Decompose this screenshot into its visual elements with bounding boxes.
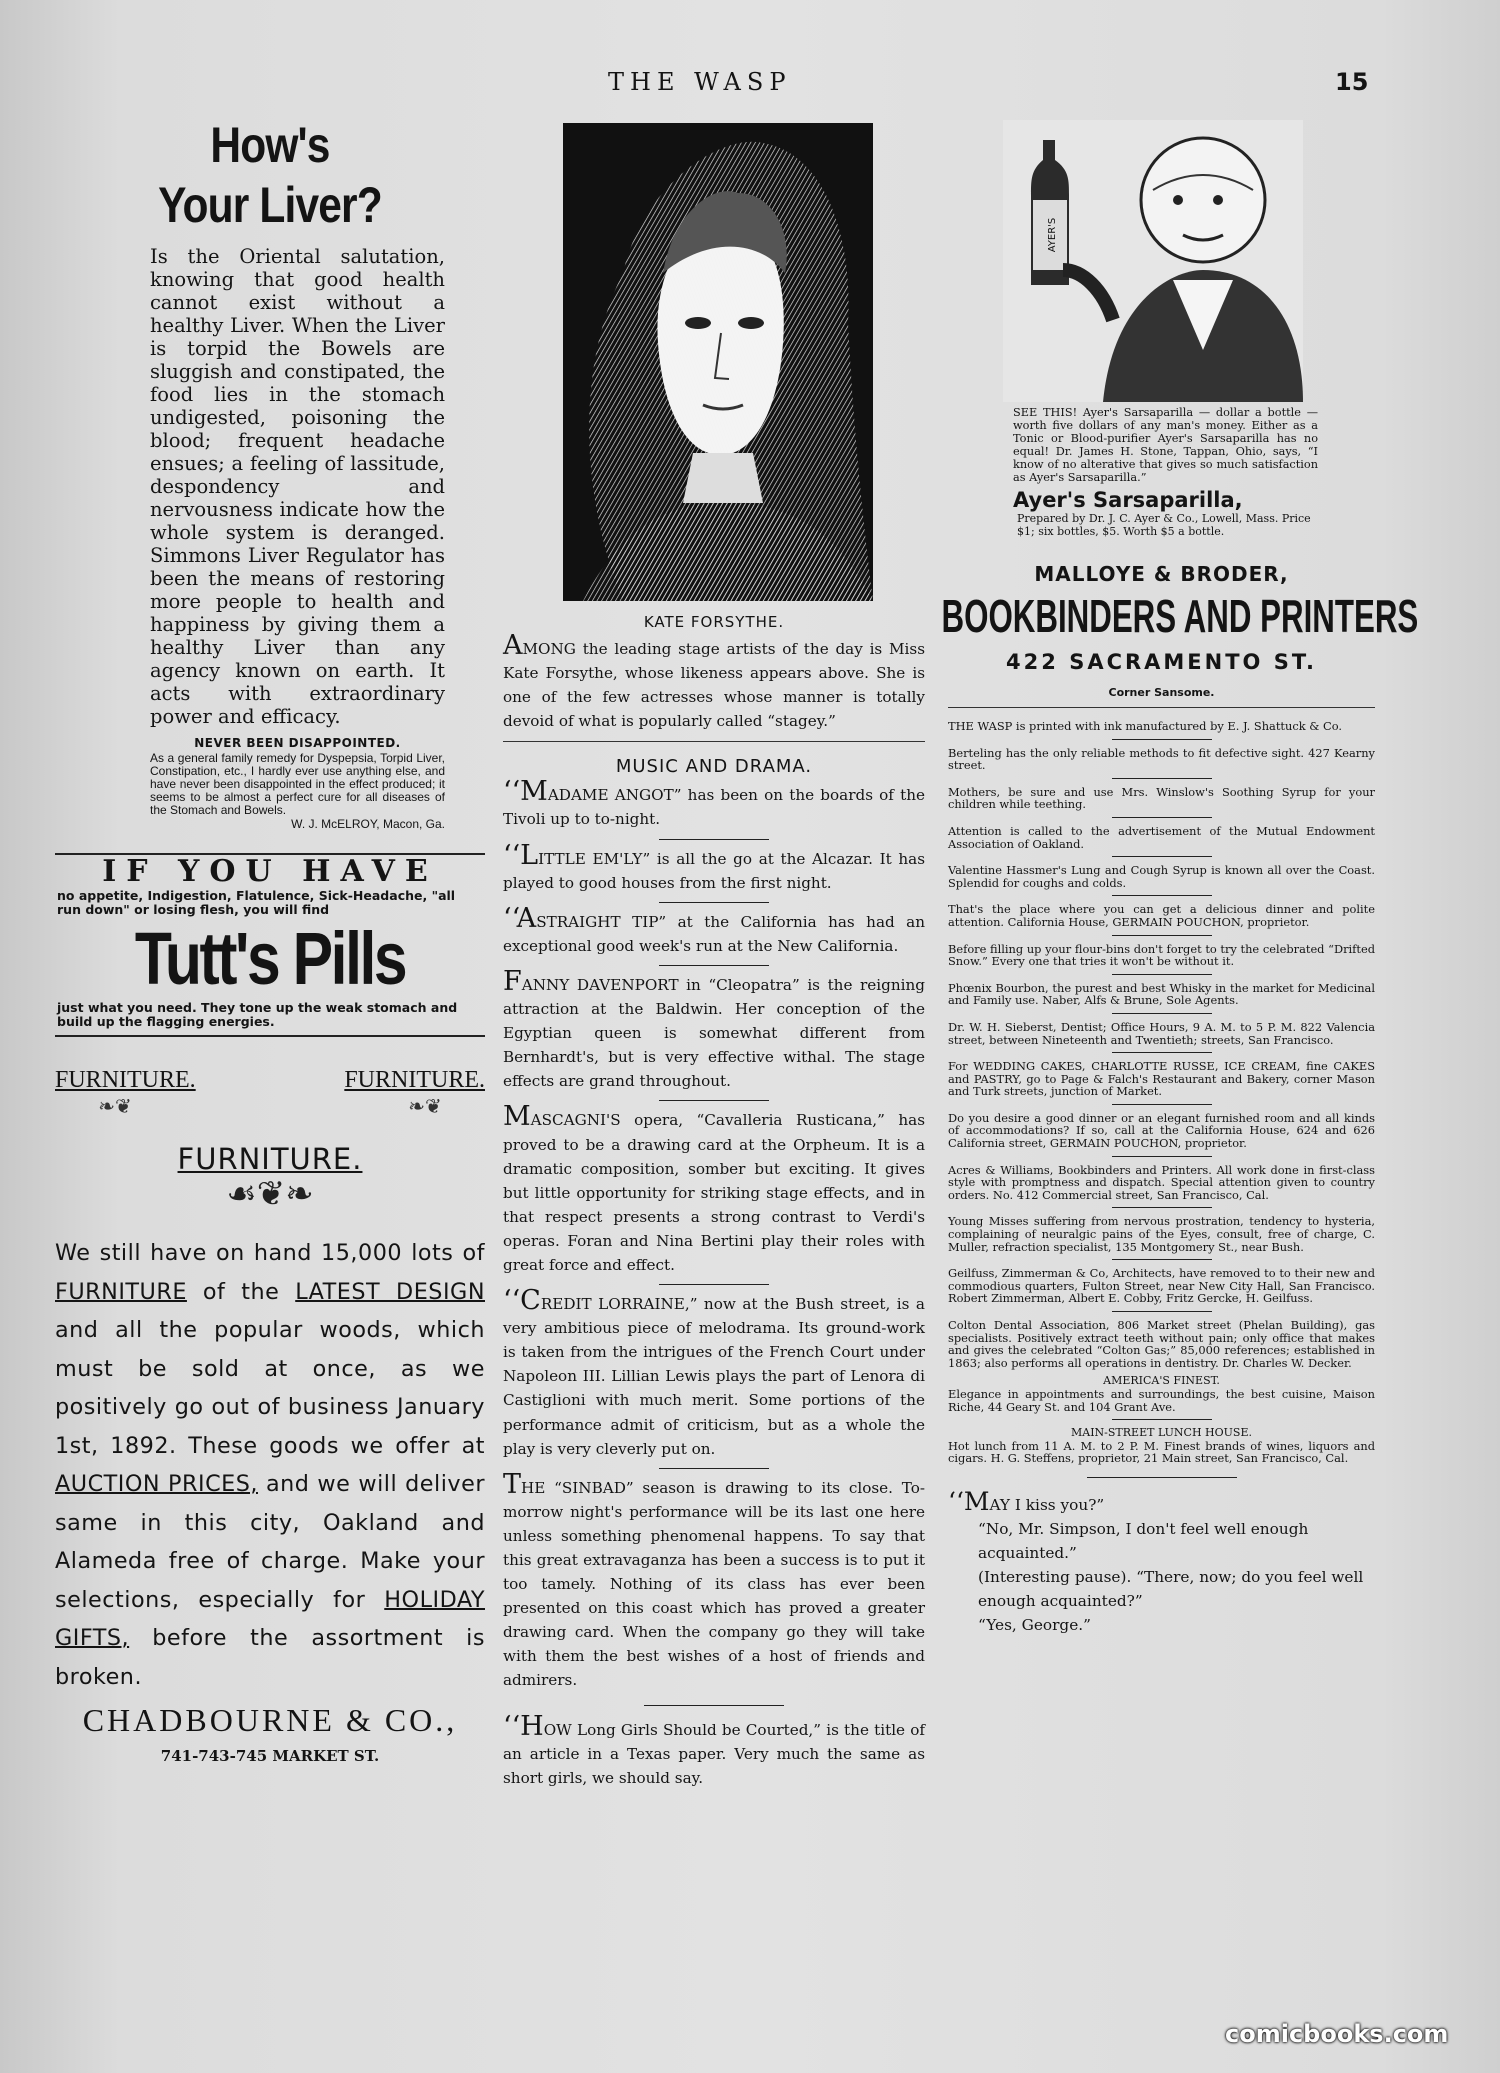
tutt-ad xyxy=(55,845,485,1043)
divider xyxy=(1112,1259,1212,1260)
intro-paragraph xyxy=(503,630,925,733)
item-text: ASCAGNI'S opera, “Cavalleria Rusticana,” has proved to be a drawing card at the Orpheum. It is a dramatic composition, somber but exciting. It gives but little opportunity for striking stage effects, and in that respect presents a strong contrast to Verdi's operas. Foran and Nina Bertini play their roles with great force and effect. xyxy=(503,1111,925,1274)
liver-signature: W. J. McELROY, Macon, Ga. xyxy=(291,817,445,831)
portrait-engraving xyxy=(563,123,873,601)
company-address: 741-743-745 MARKET ST. xyxy=(160,1747,380,1765)
firm-corner: Corner Sansome. xyxy=(1108,686,1215,699)
firm-trade: BOOKBINDERS AND PRINTERS xyxy=(941,590,1419,642)
note-heading: MAIN-STREET LUNCH HOUSE. xyxy=(1071,1426,1252,1440)
item-text: REDIT LORRAINE,” now at the Bush street, is a very ambitious piece of melodrama. Its ground-work is taken from the intrigues of the French Court under Napoleon III. Lillian Lewis plays the part of Lenora di Castiglioni with much merit. Some portions of the performance admit of criticism, but as a whole the play is very cleverly put on. xyxy=(503,1295,925,1458)
notes-list xyxy=(948,720,1375,1465)
divider xyxy=(1112,1013,1212,1014)
divider xyxy=(1112,856,1212,857)
ornament-icon: ☙❦❧ xyxy=(226,1174,314,1214)
divider xyxy=(659,1284,769,1285)
list-item: Hot lunch from 11 A. M. to 2 P. M. Finest brands of wines, liquors and cigars. H. G. Steffens, proprietor, 21 Main street, San Francisco, Cal. xyxy=(948,1438,1375,1466)
joke-line: “No, Mr. Simpson, I don't feel well enough acquainted.” xyxy=(978,1519,1309,1562)
music-item xyxy=(503,1285,925,1461)
divider xyxy=(1112,817,1212,818)
divider xyxy=(659,965,769,966)
item-text: ADAME ANGOT” has been on the boards of the Tivoli up to to-night. xyxy=(503,786,925,829)
furniture-label-left: FURNITURE. xyxy=(55,1067,196,1093)
joke-line: (Interesting pause). “There, now; do you feel well enough acquainted?” xyxy=(978,1567,1364,1610)
tutt-subtext: no appetite, Indigestion, Flatulence, Sick-Headache, "all run down" or losing flesh, you will find xyxy=(57,888,456,917)
divider xyxy=(1112,1207,1212,1208)
drop-cap: ‘‘M xyxy=(503,776,548,808)
list-item: Attention is called to the advertisement of the Mutual Endowment Association of Oakland. xyxy=(948,823,1375,851)
ornament-icon: ❧❦ xyxy=(408,1094,442,1118)
joke xyxy=(948,1486,1375,1637)
list-item: Geilfuss, Zimmerman & Co, Architects, have removed to to their new and commodious quarters, Fulton Street, near New City Hall, San Francisco. Robert Zimmerman, Albert E. Cobby, Fritz Gercke, H. Geilfuss. xyxy=(948,1266,1375,1306)
left-column xyxy=(55,115,485,1765)
page-number: 15 xyxy=(1335,68,1369,96)
tutt-name: Tutt's Pills xyxy=(134,917,406,1000)
note-heading: AMERICA'S FINEST. xyxy=(1103,1374,1220,1388)
drop-cap: ‘‘C xyxy=(503,1285,541,1317)
page-header xyxy=(0,68,1500,104)
list-item: Before filling up your flour-bins don't forget to try the celebrated “Drifted Snow.” Every one that tries it won't be without it. xyxy=(948,941,1375,969)
ayer-illustration xyxy=(1003,120,1303,402)
ornament-icon: ❧❦ xyxy=(98,1094,132,1118)
list-item: Elegance in appointments and surroundings, the best cuisine, Maison Riche, 44 Geary St. and 104 Grant Ave. xyxy=(948,1386,1375,1414)
body-underline: AUCTION PRICES, xyxy=(55,1471,258,1497)
divider xyxy=(659,839,769,840)
drop-cap: T xyxy=(503,1468,522,1500)
middle-column xyxy=(503,120,925,1790)
drop-cap: ‘‘M xyxy=(948,1486,990,1516)
intro-text: MONG the leading stage artists of the day is Miss Kate Forsythe, whose likeness appears above. She is one of the few actresses whose manner is totally devoid of what is popularly called “stagey.” xyxy=(503,640,925,731)
portrait-image xyxy=(563,123,873,601)
liver-heading-1: How's xyxy=(210,117,330,173)
music-item xyxy=(503,1101,925,1277)
drop-cap: M xyxy=(503,1101,531,1133)
body-underline: HOLIDAY GIFTS, xyxy=(55,1586,485,1651)
divider xyxy=(1112,1311,1212,1312)
divider xyxy=(1112,1104,1212,1105)
item-text: ANNY DAVENPORT in “Cleopatra” is the reigning attraction at the Baldwin. Her conception of the Egyptian queen is somewhat different from Bernhardt's, but is very effective withal. The stage effects are grand throughout. xyxy=(503,975,925,1091)
joke-line xyxy=(948,1486,1375,1517)
divider xyxy=(1087,1477,1237,1478)
ayer-text: SEE THIS! Ayer's Sarsaparilla — dollar a bottle — worth five dollars of any man's money. Either as a Tonic or Blood-purifier Ayer's Sarsaparilla has no equal! Dr. James H. Stone, Tappan, Ohio, says, “I know of no alterative that gives so much satisfaction as Ayer's Sarsaparilla.” xyxy=(1013,406,1318,484)
body-underline: LATEST DESIGN xyxy=(295,1278,485,1305)
drop-cap: A xyxy=(503,630,523,661)
section-heading: MUSIC AND DRAMA. xyxy=(615,756,813,778)
drop-cap: ‘‘H xyxy=(503,1710,544,1742)
list-item: THE WASP is printed with ink manufactured by E. J. Shattuck & Co. xyxy=(948,719,1342,733)
body-text: and all the popular woods, which must be sold at once, as we positively go out of business January 1st, 1892. These goods we offer at xyxy=(55,1317,485,1459)
company-name: CHADBOURNE & CO., xyxy=(82,1702,458,1738)
divider xyxy=(659,1468,769,1469)
right-column xyxy=(941,120,1419,1637)
bottle-label: AYER'S xyxy=(1047,217,1058,253)
divider xyxy=(659,902,769,903)
portrait-caption: KATE FORSYTHE. xyxy=(643,613,785,631)
ayer-ad xyxy=(1003,120,1318,538)
body-text: and we will deliver same in this city, Oakland and Alameda free of charge. Make your selections, especially for xyxy=(55,1471,485,1613)
item-text: OW Long Girls Should be Courted,” is the title of an article in a Texas paper. Very much the same as short girls, we should say. xyxy=(503,1720,925,1787)
list-item: Mothers, be sure and use Mrs. Winslow's Soothing Syrup for your children while teething. xyxy=(948,784,1375,812)
body-underline: FURNITURE xyxy=(55,1278,187,1305)
watermark: comicbooks.com xyxy=(1225,2020,1449,2048)
tutt-tagline: just what you need. They tone up the weak stomach and build up the flagging energies. xyxy=(57,1000,458,1029)
list-item: Berteling has the only reliable methods to fit defective sight. 427 Kearny street. xyxy=(948,745,1375,773)
divider xyxy=(659,1100,769,1101)
list-item: Young Misses suffering from nervous prostration, tendency to hysteria, complaining of neuralgic pains of the Eyes, consult, free of charge, C. Muller, refraction specialist, 135 Montgomery St., near Bush. xyxy=(948,1214,1375,1254)
furniture-labels xyxy=(55,1067,485,1094)
magazine-title: THE WASP xyxy=(608,68,792,96)
drop-cap: ‘‘A xyxy=(503,902,537,934)
list-item: Colton Dental Association, 806 Market street (Phelan Building), gas specialists. Positively extract teeth without pain; only office that makes and gives the celebrated “Colton Gas;” 85,000 references; established in 1863; also performs all operations in dentistry. Dr. Charles W. Decker. xyxy=(948,1318,1375,1370)
furniture-label-right: FURNITURE. xyxy=(344,1067,485,1093)
list-item: Dr. W. H. Sieberst, Dentist; Office Hours, 9 A. M. to 5 P. M. 822 Valencia street, between Nineteenth and Twentieth; streets, San Francisco. xyxy=(948,1019,1375,1047)
divider xyxy=(1112,935,1212,936)
divider xyxy=(644,1705,784,1706)
music-item xyxy=(503,965,925,1093)
body-text: of the xyxy=(186,1278,296,1305)
divider xyxy=(1112,1052,1212,1053)
item-text: STRAIGHT TIP” at the California has had an exceptional good week's run at the New California. xyxy=(503,912,925,955)
liver-body: Is the Oriental salutation, knowing that good health cannot exist without a healthy Liver. When the Liver is torpid the Bowels are sluggish and constipated, the food lies in the stomach undigested, poisoning the blood; frequent headache ensues; a feeling of lassitude, despondency and nervousness indicate how the whole system is deranged. Simmons Liver Regulator has been the means of restoring more people to health and happiness by giving them a healthy Liver than any agency known on earth. It acts with extraordinary power and efficacy. xyxy=(150,245,445,728)
bookbinders-ad xyxy=(941,562,1419,699)
divider xyxy=(1112,739,1212,740)
liver-ad xyxy=(55,115,485,831)
divider xyxy=(1112,974,1212,975)
music-item xyxy=(503,1468,925,1693)
body-text: We still have on hand 15,000 lots of xyxy=(55,1240,485,1266)
closing-item xyxy=(503,1710,925,1790)
ornament-row xyxy=(55,1094,485,1118)
tutt-heading: IF YOU HAVE xyxy=(102,854,438,889)
firm-name: MALLOYE & BRODER, xyxy=(1034,562,1289,586)
list-item: Acres & Williams, Bookbinders and Printers. All work done in first-class style with promptness and dispatch. Special attention given to country orders. No. 412 Commercial street, San Francisco, Cal. xyxy=(948,1162,1375,1202)
item-text: HE “SINBAD” season is drawing to its close. To-morrow night's performance will be its last one here unless something phenomenal happens. To say that this great extravaganza has been a success is to put it too tamely. Nothing of its class has ever been presented on this coast which has proved a greater drawing card. When the company go they will take with them the best wishes of a host of friends and admirers. xyxy=(503,1478,925,1690)
divider xyxy=(1112,1419,1212,1420)
item-text: ITTLE EM'LY” is all the go at the Alcazar. It has played to good houses from the first night. xyxy=(503,849,925,892)
liver-testimonial: As a general family remedy for Dyspepsia, Torpid Liver, Constipation, etc., I hardly ever use anything else, and have never been disappointed in the effect produced; it seems to be almost a perfect cure for all diseases of the Stomach and Bowels. xyxy=(150,751,445,817)
ayer-price: Prepared by Dr. J. C. Ayer & Co., Lowell, Mass. Price $1; six bottles, $5. Worth $5 a bottle. xyxy=(1017,512,1311,538)
divider xyxy=(1112,778,1212,779)
music-item xyxy=(503,902,925,958)
liver-never-disappointed: NEVER BEEN DISAPPOINTED. xyxy=(194,736,401,750)
ayer-name: Ayer's Sarsaparilla, xyxy=(1013,488,1243,512)
divider xyxy=(1112,1156,1212,1157)
list-item: Phœnix Bourbon, the purest and best Whisky in the market for Medicinal and Family use. Naber, Alfs & Brune, Sole Agents. xyxy=(948,980,1375,1008)
divider xyxy=(1112,895,1212,896)
list-item: Do you desire a good dinner or an elegant furnished room and all kinds of accommodations? If so, call at the California House, 624 and 626 California street, GERMAIN POUCHON, proprietor. xyxy=(948,1110,1375,1151)
list-item: Valentine Hassmer's Lung and Cough Syrup is known all over the Coast. Splendid for coughs and colds. xyxy=(948,863,1375,890)
joke-text: AY I kiss you?” xyxy=(989,1495,1105,1514)
list-item: For WEDDING CAKES, CHARLOTTE RUSSE, ICE CREAM, fine CAKES and PASTRY, go to Page & Falch's Restaurant and Bakery, corner Mason and Turk streets, junction of Market. xyxy=(948,1059,1375,1099)
divider xyxy=(503,741,925,742)
drop-cap: ‘‘L xyxy=(503,839,539,871)
liver-heading-2: Your Liver? xyxy=(158,177,382,233)
joke-line: “Yes, George.” xyxy=(978,1615,1091,1634)
divider xyxy=(948,707,1375,708)
furniture-title: FURNITURE. xyxy=(177,1142,363,1176)
drop-cap: F xyxy=(503,965,522,997)
music-item xyxy=(503,776,925,831)
divider xyxy=(55,1035,485,1037)
furniture-body xyxy=(55,1234,485,1696)
list-item: That's the place where you can get a delicious dinner and polite attention. California House, GERMAIN POUCHON, proprietor. xyxy=(948,902,1375,929)
music-item xyxy=(503,839,925,895)
body-text: before the assortment is broken. xyxy=(55,1625,485,1690)
firm-address: 422 SACRAMENTO ST. xyxy=(1006,650,1317,674)
furniture-ad xyxy=(55,1067,485,1765)
